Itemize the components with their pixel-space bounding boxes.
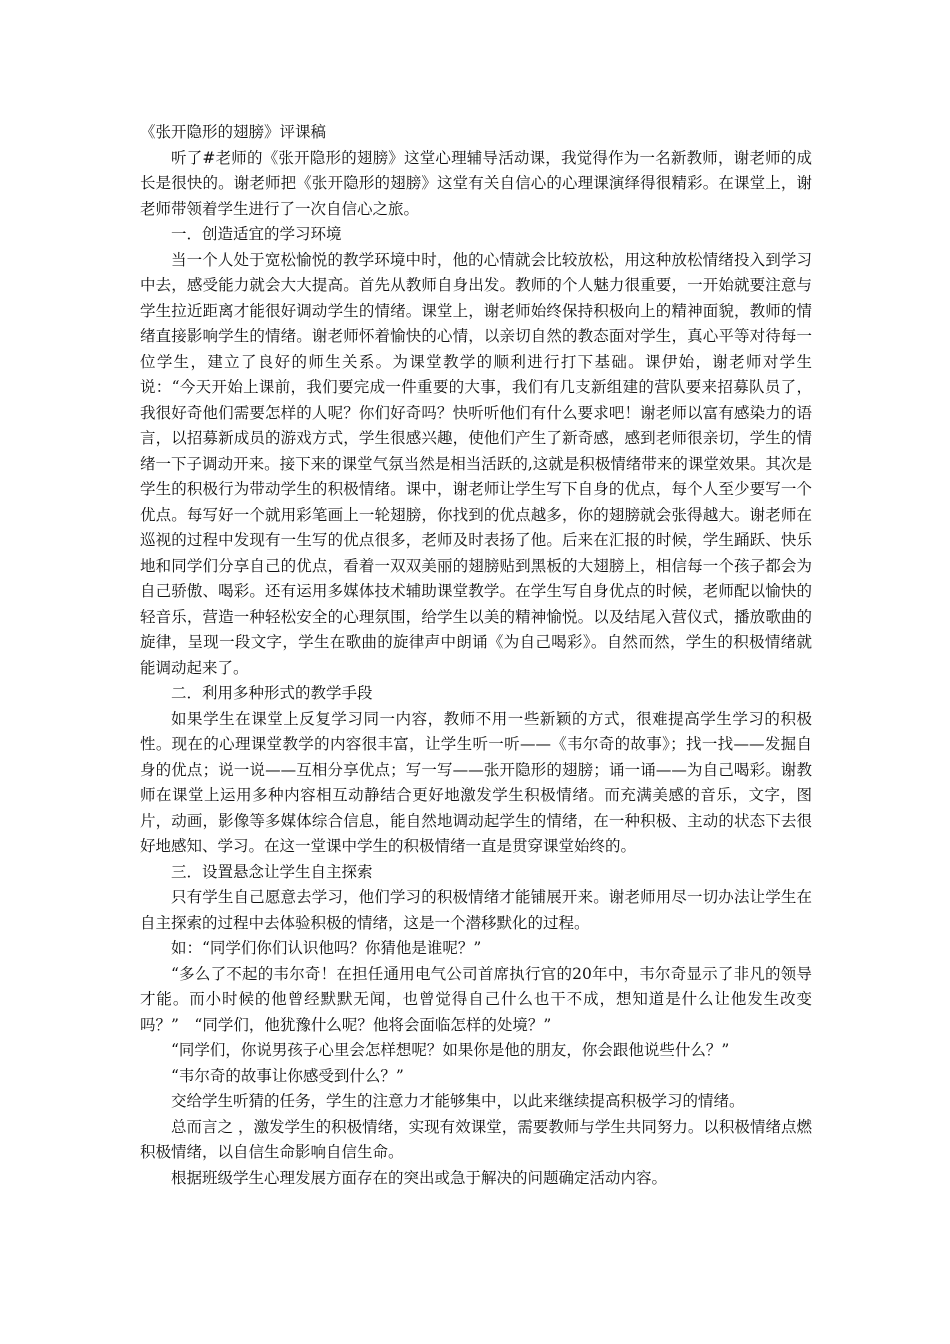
document-body bbox=[140, 120, 812, 1191]
closing-paragraph: 根据班级学生心理发展方面存在的突出或急于解决的问题确定活动内容。 bbox=[171, 1168, 668, 1187]
conclusion-paragraph: 总而言之 ，激发学生的积极情绪，实现有效课堂，需要教师与学生共同努力。以积极情绪点燃积极情绪，以自信生命影响自信生命。 bbox=[140, 1117, 812, 1161]
document-title: 《张开隐形的翅膀》评课稿 bbox=[140, 123, 327, 141]
section-3-after: 交给学生听猜的任务，学生的注意力才能够集中，以此来继续提高积极学习的情绪。 bbox=[171, 1092, 745, 1110]
quote-4: “韦尔奇的故事让你感受到什么？” bbox=[171, 1066, 404, 1085]
quote-2: “多么了不起的韦尔奇！在担任通用电气公司首席执行官的20年中，韦尔奇显示了非凡的领导才能。而小时候的他曾经默默无闻，也曾觉得自己什么也干不成，想知道是什么让他发生改变吗？” “同学们，他犹豫什么呢？他将会面临怎样的处境？” bbox=[140, 964, 812, 1034]
section-1-paragraph: 当一个人处于宽松愉悦的教学环境中时，他的心情就会比较放松，用这种放松情绪投入到学习中去，感受能力就会大大提高。首先从教师自身出发。教师的个人魅力很重要，一开始就要注意与学生拉近距离才能很好调动学生的情绪。课堂上，谢老师始终保持积极向上的精神面貌，教师的情绪直接影响学生的情绪。谢老师怀着愉快的心情，以亲切自然的教态面对学生，真心平等对待每一位学生，建立了良好的师生关系。为课堂教学的顺利进行打下基础。课伊始，谢老师对学生说：“今天开始上课前，我们要完成一件重要的大事，我们有几支新组建的营队要来招募队员了，我很好奇他们需要怎样的人呢？你们好奇吗？快听听他们有什么要求吧！谢老师以富有感染力的语言，以招募新成员的游戏方式，学生很感兴趣，使他们产生了新奇感，感到老师很亲切，学生的情绪一下子调动开来。接下来的课堂气氛当然是相当活跃的,这就是积极情绪带来的课堂效果。其次是学生的积极行为带动学生的积极情绪。课中，谢老师让学生写下自身的优点，每个人至少要写一个优点。每写好一个就用彩笔画上一轮翅膀，你找到的优点越多，你的翅膀就会张得越大。谢老师在巡视的过程中发现有一生写的优点很多，老师及时表扬了他。后来在汇报的时候，学生踊跃、快乐地和同学们分享自己的优点，看着一双双美丽的翅膀贴到黑板的大翅膀上，相信每一个孩子都会为自己骄傲、喝彩。还有运用多媒体技术辅助课堂教学。在学生写自身优点的时候，老师配以愉快的轻音乐，营造一种轻松安全的心理氛围，给学生以美的精神愉悦。以及结尾入营仪式，播放歌曲的旋律，呈现一段文字，学生在歌曲的旋律声中朗诵《为自己喝彩》。自然而然，学生的积极情绪就能调动起来了。 bbox=[140, 250, 812, 677]
section-1-heading: 一．创造适宜的学习环境 bbox=[171, 225, 342, 243]
section-3-heading: 三．设置悬念让学生自主探索 bbox=[171, 862, 373, 881]
section-3-paragraph: 只有学生自己愿意去学习，他们学习的积极情绪才能铺展开来。谢老师用尽一切办法让学生在自主探索的过程中去体验积极的情绪，这是一个潜移默化的过程。 bbox=[140, 888, 812, 932]
section-2-paragraph: 如果学生在课堂上反复学习同一内容，教师不用一些新颖的方式，很难提高学生学习的积极性。现在的心理课堂教学的内容很丰富，让学生听一听——《韦尔奇的故事》；找一找——发掘自身的优点；说一说——互相分享优点；写一写——张开隐形的翅膀；诵一诵——为自己喝彩。谢教师在课堂上运用多种内容相互动静结合更好地激发学生积极情绪。而充满美感的音乐，文字，图片，动画，影像等多媒体综合信息，能自然地调动起学生的情绪，在一种积极、主动的状态下去很好地感知、学习。在这一堂课中学生的积极情绪一直是贯穿课堂始终的。 bbox=[140, 709, 812, 855]
quote-3: “同学们，你说男孩子心里会怎样想呢？如果你是他的朋友，你会跟他说些什么？” bbox=[171, 1041, 730, 1059]
section-2-heading: 二．利用多种形式的教学手段 bbox=[171, 684, 373, 702]
quote-1: 如：“同学们你们认识他吗？你猜他是谁呢？” bbox=[171, 939, 482, 957]
intro-paragraph: 听了#老师的《张开隐形的翅膀》这堂心理辅导活动课，我觉得作为一名新教师，谢老师的成长是很快的。谢老师把《张开隐形的翅膀》这堂有关自信心的心理课演绎得很精彩。在课堂上，谢老师带领着学生进行了一次自信心之旅。 bbox=[140, 148, 812, 218]
